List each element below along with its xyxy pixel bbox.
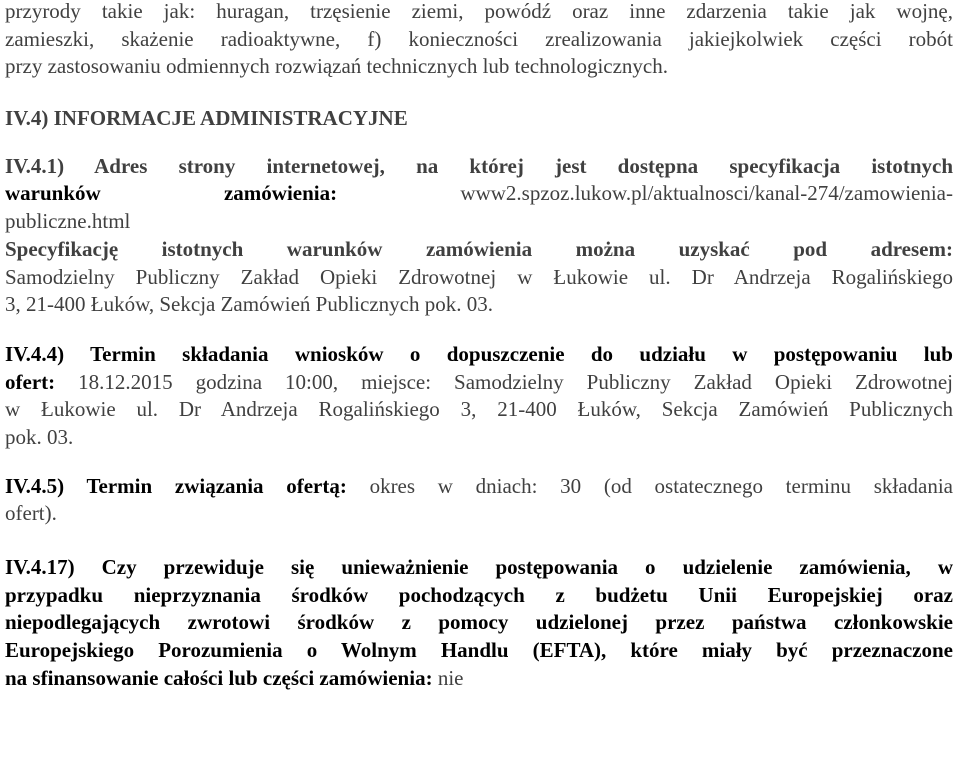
paragraph-force-majeure xyxy=(5,0,953,81)
section-iv-4-4 xyxy=(5,341,953,452)
section-iv-4-5 xyxy=(5,473,953,528)
heading-administrative-info: IV.4) INFORMACJE ADMINISTRACYJNE xyxy=(5,106,408,131)
text-line: ofert). xyxy=(5,501,57,526)
text-line xyxy=(5,369,953,397)
url-text-continued: publiczne.html xyxy=(5,209,131,234)
text-line xyxy=(5,665,953,693)
section-iv-4-17 xyxy=(5,554,953,692)
value-text: 18.12.2015 godzina 10:00, miejsce: Samodzielny Publiczny Zakład Opieki Zdrowotnej xyxy=(78,369,953,394)
text-line: pok. 03. xyxy=(5,424,74,449)
label-text: warunków zamówienia: xyxy=(5,181,338,206)
text-line: Specyfikację istotnych warunków zamówienia można uzyskać pod adresem: xyxy=(5,236,953,261)
text-line: IV.4.1) Adres strony internetowej, na której jest dostępna specyfikacja istotnych xyxy=(5,153,953,178)
text-line: zamieszki, skażenie radioaktywne, f) konieczności zrealizowania jakiejkolwiek części robót xyxy=(5,26,953,51)
text-line: w Łukowie ul. Dr Andrzeja Rogalińskiego 3, 21-400 Łuków, Sekcja Zamówień Publicznych xyxy=(5,397,953,422)
text-line: Samodzielny Publiczny Zakład Opieki Zdrowotnej w Łukowie ul. Dr Andrzeja Rogalińskiego xyxy=(5,264,953,289)
text-line: 3, 21-400 Łuków, Sekcja Zamówień Publicznych pok. 03. xyxy=(5,292,493,317)
value-text: okres w dniach: 30 (od ostatecznego terminu składania xyxy=(369,473,953,498)
text-line: Europejskiego Porozumienia o Wolnym Handlu (EFTA), które miały być przeznaczone xyxy=(5,638,953,663)
text-line: niepodlegających zwrotowi środków z pomocy udzielonej przez państwa członkowskie xyxy=(5,610,953,635)
text-line xyxy=(5,473,953,501)
text-line xyxy=(5,180,953,208)
text-line: przypadku nieprzyznania środków pochodzących z budżetu Unii Europejskiej oraz xyxy=(5,582,953,607)
answer-text: nie xyxy=(437,665,464,690)
text-line: przyrody takie jak: huragan, trzęsienie ziemi, powódź oraz inne zdarzenia takie jak wojnę, xyxy=(5,0,953,23)
text-line: IV.4.4) Termin składania wniosków o dopuszczenie do udziału w postępowaniu lub xyxy=(5,341,953,366)
label-text: ofert: xyxy=(5,369,56,394)
label-text: IV.4.5) Termin związania ofertą: xyxy=(5,473,347,498)
url-text: www2.spzoz.lukow.pl/aktualnosci/kanal-274/zamowienia- xyxy=(460,181,953,206)
section-heading xyxy=(5,105,953,133)
section-iv-4-1 xyxy=(5,153,953,319)
label-text: na sfinansowanie całości lub części zamówienia: xyxy=(5,665,433,690)
text-line: przy zastosowaniu odmiennych rozwiązań technicznych lub technologicznych. xyxy=(5,54,669,79)
text-line: IV.4.17) Czy przewiduje się unieważnienie postępowania o udzielenie zamówienia, w xyxy=(5,555,953,579)
